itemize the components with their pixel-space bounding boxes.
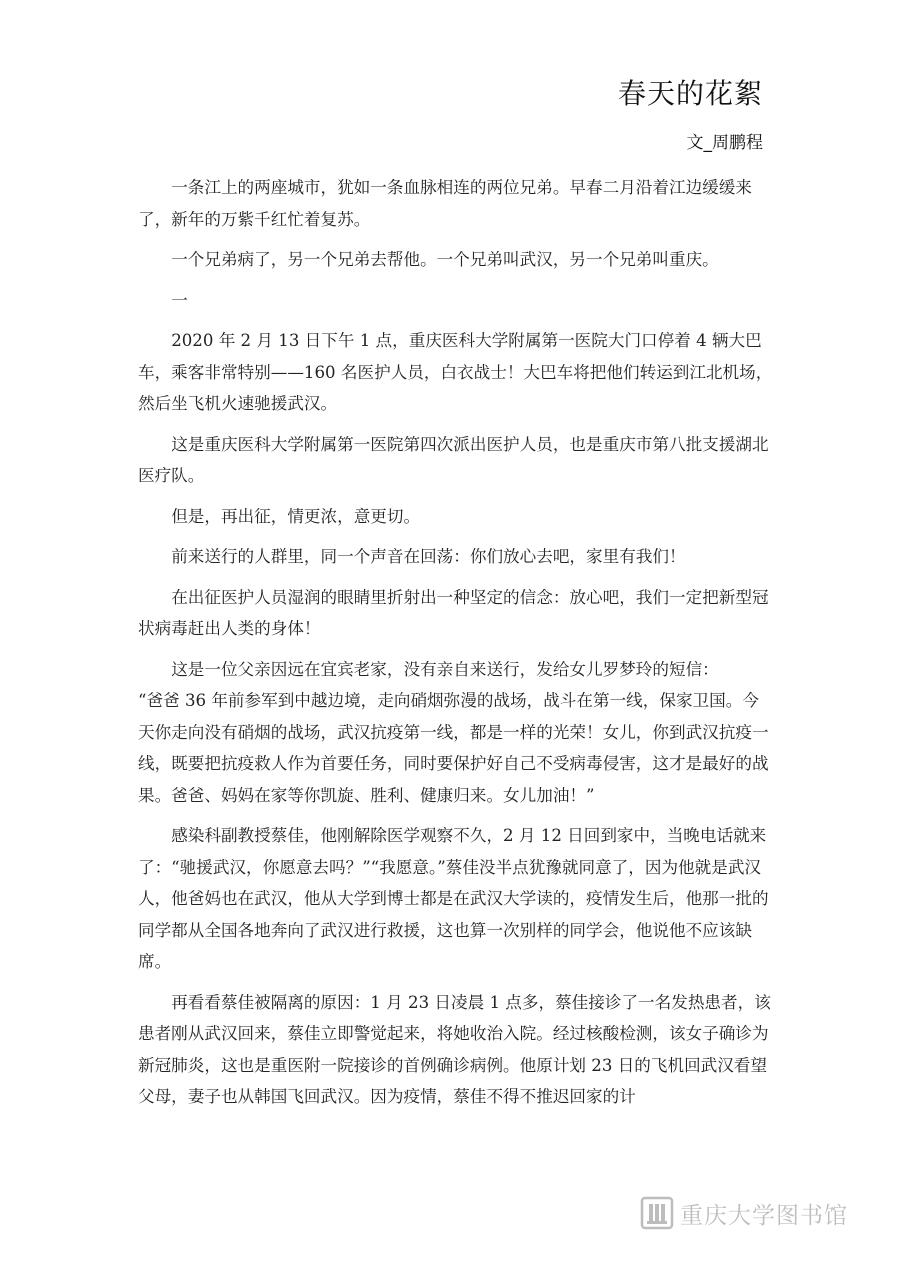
watermark-text: 重庆大学图书馆 <box>680 1202 848 1229</box>
paragraph: 再看看蔡佳被隔离的原因：1 月 23 日凌晨 1 点多，蔡佳接诊了一名发热患者，该患者刚从武汉回来，蔡佳立即警觉起来，将她收治入院。经过核酸检测，该女子确诊为新冠肺炎，这也是重医附一院接诊的首例确诊病例。他原计划 23 日的飞机回武汉看望父母，妻子也从韩国飞回武汉。因为疫情，蔡佳不得不推迟回家的计 <box>138 992 771 1106</box>
paragraph: 在出征医护人员湿润的眼睛里折射出一种坚定的信念：放心吧，我们一定把新型冠状病毒赶出人类的身体！ <box>138 587 769 638</box>
paragraph: 一个兄弟病了，另一个兄弟去帮他。一个兄弟叫武汉，另一个兄弟叫重庆。 <box>171 250 719 269</box>
paragraph: 前来送行的人群里，同一个声音在回荡：你们放心去吧，家里有我们！ <box>171 547 686 566</box>
quoted-message: “爸爸 36 年前参军到中越边境，走向硝烟弥漫的战场，战斗在第一线，保家卫国。今天你走向没有硝烟的战场，武汉抗疫第一线，都是一样的光荣！女儿，你到武汉抗疫一线，既要把抗疫救人作为首要任务，同时要保护好自己不受病毒侵害，这才是最好的战果。爸爸、妈妈在家等你凯旋、胜利、健康归来。女儿加油！” <box>138 691 769 805</box>
paragraph: 但是，再出征，情更浓，意更切。 <box>171 506 421 526</box>
paragraph: 一条江上的两座城市，犹如一条血脉相连的两位兄弟。早春二月沿着江边缓缓来了，新年的万紫千红忙着复苏。 <box>138 178 752 229</box>
article-body <box>138 172 774 1122</box>
article-title: 春天的花絮 <box>617 77 763 110</box>
article-author: 文_周鹏程 <box>686 133 763 153</box>
paragraph: 这是一位父亲因远在宜宾老家，没有亲自来送行，发给女儿罗梦玲的短信： <box>171 659 719 679</box>
paragraph: 2020 年 2 月 13 日下午 1 点，重庆医科大学附属第一医院大门口停着 4 辆大巴车，乘客非常特别——160 名医护人员，白衣战士！大巴车将把他们转运到江北机场，然后坐飞机火速驰援武汉。 <box>138 331 773 413</box>
library-watermark <box>640 1196 848 1230</box>
paragraph: 感染科副教授蔡佳，他刚解除医学观察不久，2 月 12 日回到家中，当晚电话就来了：“驰援武汉，你愿意去吗？”“我愿意。”蔡佳没半点犹豫就同意了，因为他就是武汉人，他爸妈也在武汉，他从大学到博士都是在武汉大学读的，疫情发生后，他那一批的同学都从全国各地奔向了武汉进行救援，这也算一次别样的同学会，他说他不应该缺席。 <box>138 826 769 971</box>
library-logo-icon <box>640 1196 674 1230</box>
paragraph: 这是重庆医科大学附属第一医院第四次派出医护人员，也是重庆市第八批支援湖北医疗队。 <box>138 434 769 485</box>
section-heading: 一 <box>171 290 188 310</box>
